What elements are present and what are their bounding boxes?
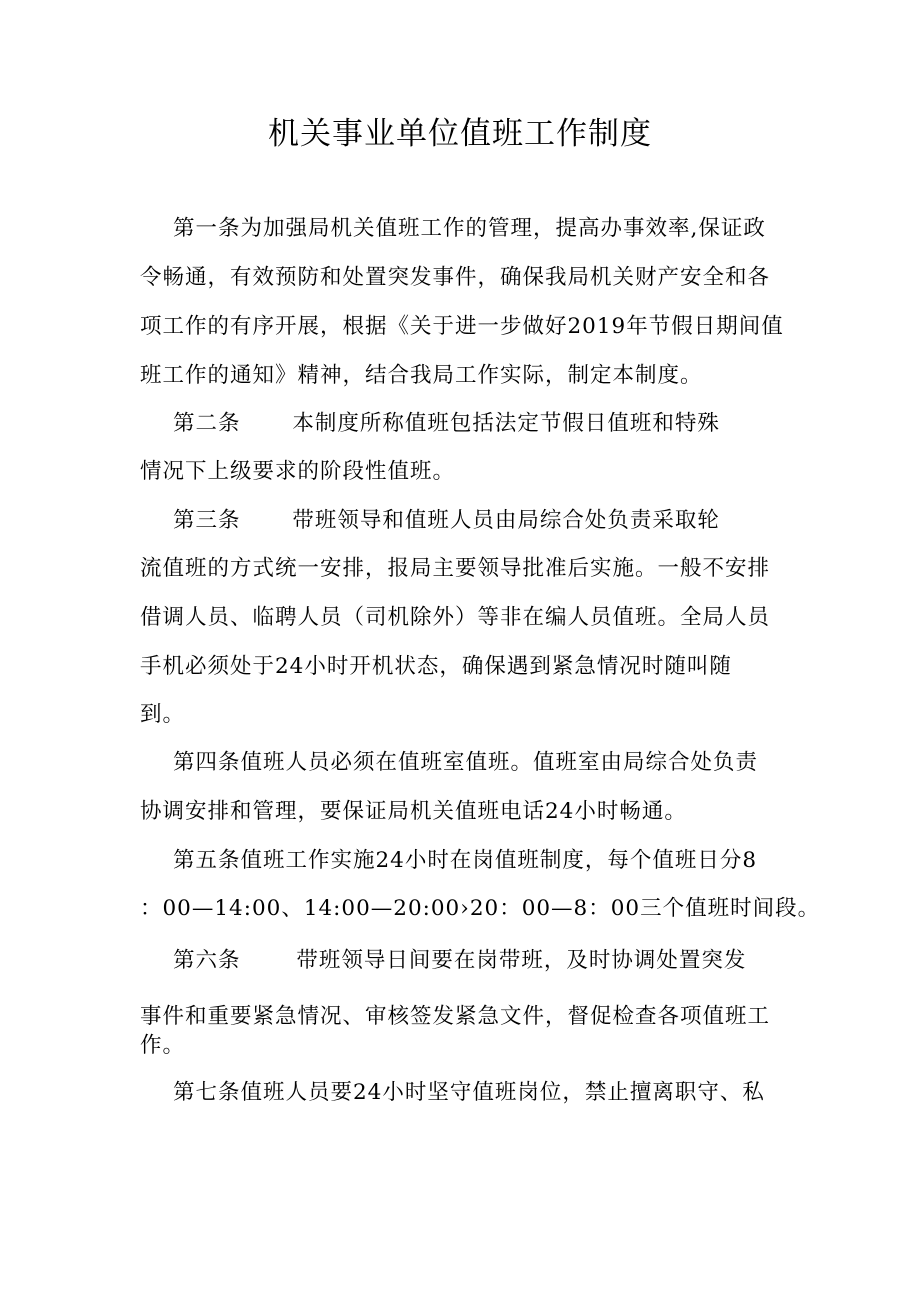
article-2-line-1: [173, 408, 720, 440]
article-7-line-1: 第七条值班人员要24小时坚守值班岗位，禁止擅离职守、私: [173, 1080, 765, 1105]
article-6-line-1: [173, 945, 746, 977]
article-3-text: 带班领导和值班人员由局综合处负责采取轮: [292, 508, 720, 533]
article-6-heading: 第六条: [173, 948, 241, 973]
article-1-line-3: 项工作的有序开展，根据《关于进一步做好2019年节假日期间值: [140, 314, 784, 339]
article-4-line-1: 第四条值班人员必须在值班室值班。值班室由局综合处负责: [173, 750, 759, 775]
article-3-line-5: 到。: [140, 702, 186, 727]
article-6-line-3: 作。: [140, 1033, 186, 1058]
article-2-heading: 第二条: [173, 411, 241, 436]
article-6-text: 带班领导日间要在岗带班，及时协调处置突发: [296, 948, 747, 973]
article-4-line-2: 协调安排和管理，要保证局机关值班电话24小时畅通。: [140, 799, 687, 824]
article-3-line-1: [173, 505, 720, 537]
article-2-text: 本制度所称值班包括法定节假日值班和特殊: [292, 411, 720, 436]
article-5-line-2: ：00—14:00、14:00—20:00›20：00—8：00三个值班时间段。: [140, 896, 821, 921]
article-3-line-4: 手机必须处于24小时开机状态，确保遇到紧急情况时随叫随: [140, 654, 732, 679]
article-3-line-3: 借调人员、临聘人员（司机除外）等非在编人员值班。全局人员: [140, 605, 771, 630]
article-1-line-2: 令畅通，有效预防和处置突发事件，确保我局机关财产安全和各: [140, 265, 771, 290]
article-2-line-2: 情况下上级要求的阶段性值班。: [140, 459, 456, 484]
article-1-line-1: 第一条为加强局机关值班工作的管理，提高办事效率,保证政: [173, 216, 766, 241]
article-1-line-4: 班工作的通知》精神，结合我局工作实际，制定本制度。: [140, 363, 703, 388]
article-3-line-2: 流值班的方式统一安排，报局主要领导批准后实施。一般不安排: [140, 556, 771, 581]
article-6-line-2: 事件和重要紧急情况、审核签发紧急文件，督促检查各项值班工: [140, 1004, 771, 1029]
document-title: 机关事业单位值班工作制度: [268, 116, 652, 152]
article-3-heading: 第三条: [173, 508, 241, 533]
article-5-line-1: 第五条值班工作实施24小时在岗值班制度，每个值班日分8: [173, 848, 758, 873]
